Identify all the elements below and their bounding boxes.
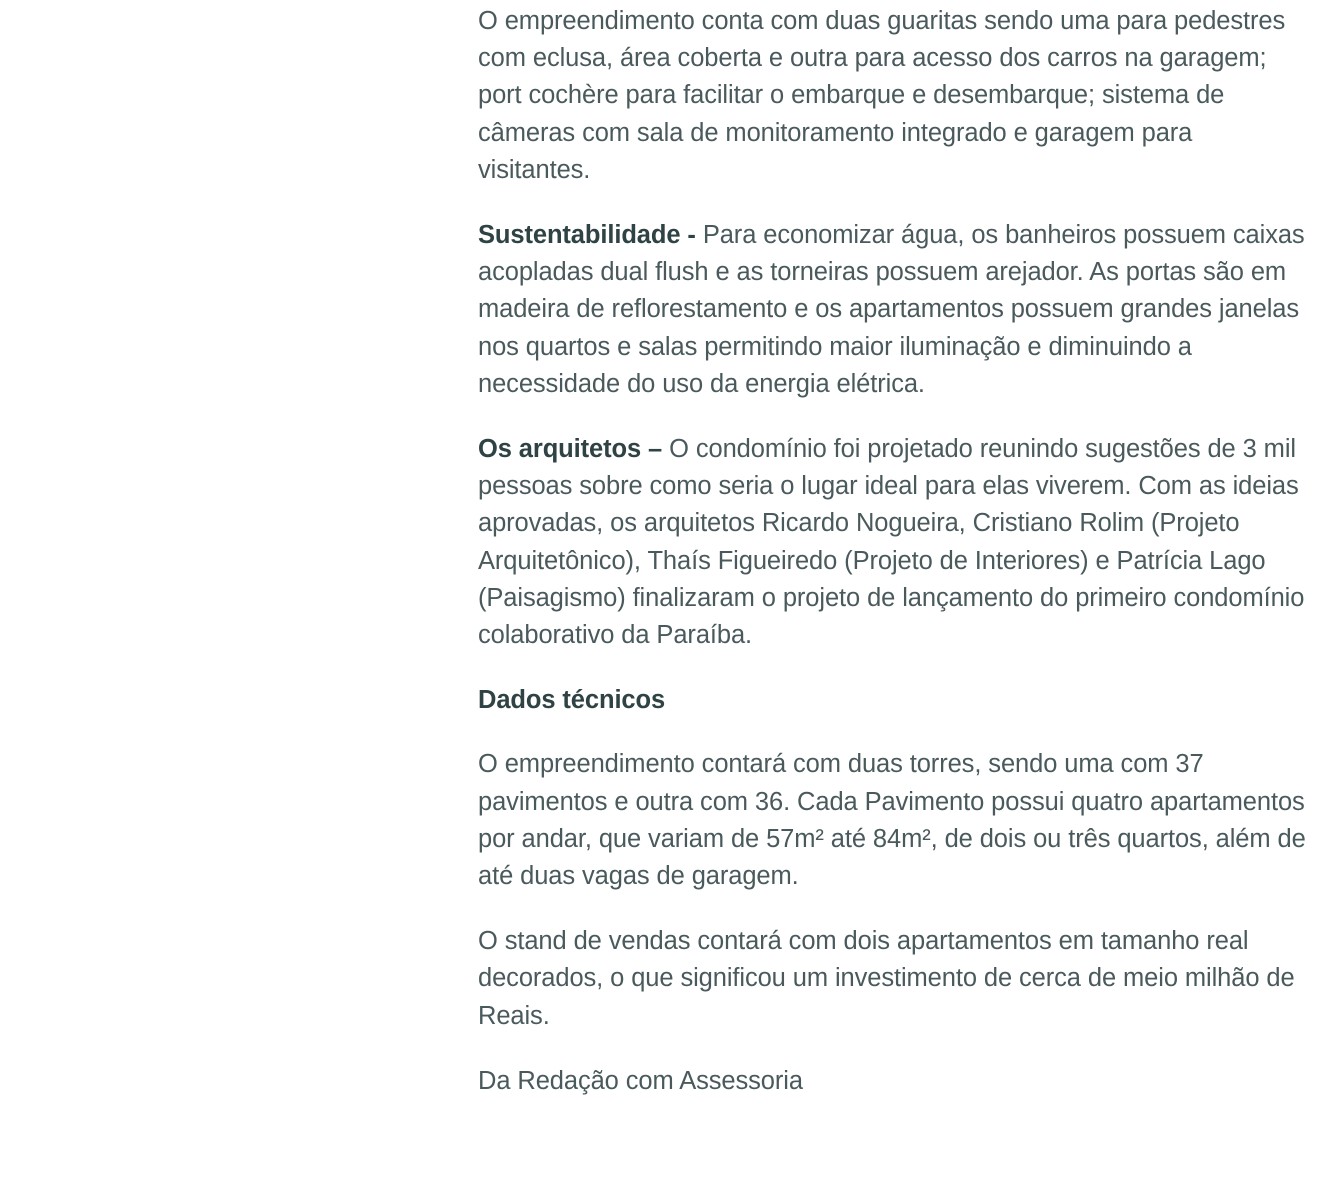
arquitetos-label: Os arquitetos – [478, 435, 663, 464]
arquitetos-text: O condomínio foi projetado reunindo sugestões de 3 mil pessoas sobre como seria o lugar ideal para elas viverem. Com as ideias aprovadas, os arquitetos Ricardo Nogueira, Cristiano Rolim (Projeto Arquitetônico), Thaís Figueiredo (Projeto de Interiores) e Patrícia Lago (Paisagismo) finalizaram o projeto de lançamento do primeiro condomínio colaborativo da Paraíba. [478, 435, 1305, 650]
sustentabilidade-label: Sustentabilidade - [478, 221, 696, 250]
dados-tecnicos-label: Dados técnicos [478, 686, 666, 715]
paragraph-security: O empreendimento conta com duas guaritas sendo uma para pedestres com eclusa, área coberta e outra para acesso dos carros na garagem; port cochère para facilitar o embarque e desembarque; sistema de câmeras com sala de monitoramento integrado e garagem para visitantes. [478, 7, 1286, 184]
paragraph-torres: O empreendimento contará com duas torres, sendo uma com 37 pavimentos e outra com 36. Cada Pavimento possui quatro apartamentos por andar, que variam de 57m² até 84m², de dois ou três quartos, além de até duas vagas de garagem. [478, 750, 1306, 891]
article-body [478, 3, 1308, 1100]
sustentabilidade-text: Para economizar água, os banheiros possuem caixas acopladas dual flush e as torneiras possuem arejador. As portas são em madeira de reflorestamento e os apartamentos possuem grandes janelas nos quartos e salas permitindo maior iluminação e diminuindo a necessidade do uso da energia elétrica. [478, 221, 1305, 398]
paragraph-sustentabilidade [478, 217, 1308, 403]
paragraph-arquitetos [478, 431, 1308, 654]
paragraph-stand: O stand de vendas contará com dois apartamentos em tamanho real decorados, o que significou um investimento de cerca de meio milhão de Reais. [478, 927, 1295, 1030]
dados-tecnicos-heading [478, 682, 1308, 719]
article-credit: Da Redação com Assessoria [478, 1066, 803, 1095]
